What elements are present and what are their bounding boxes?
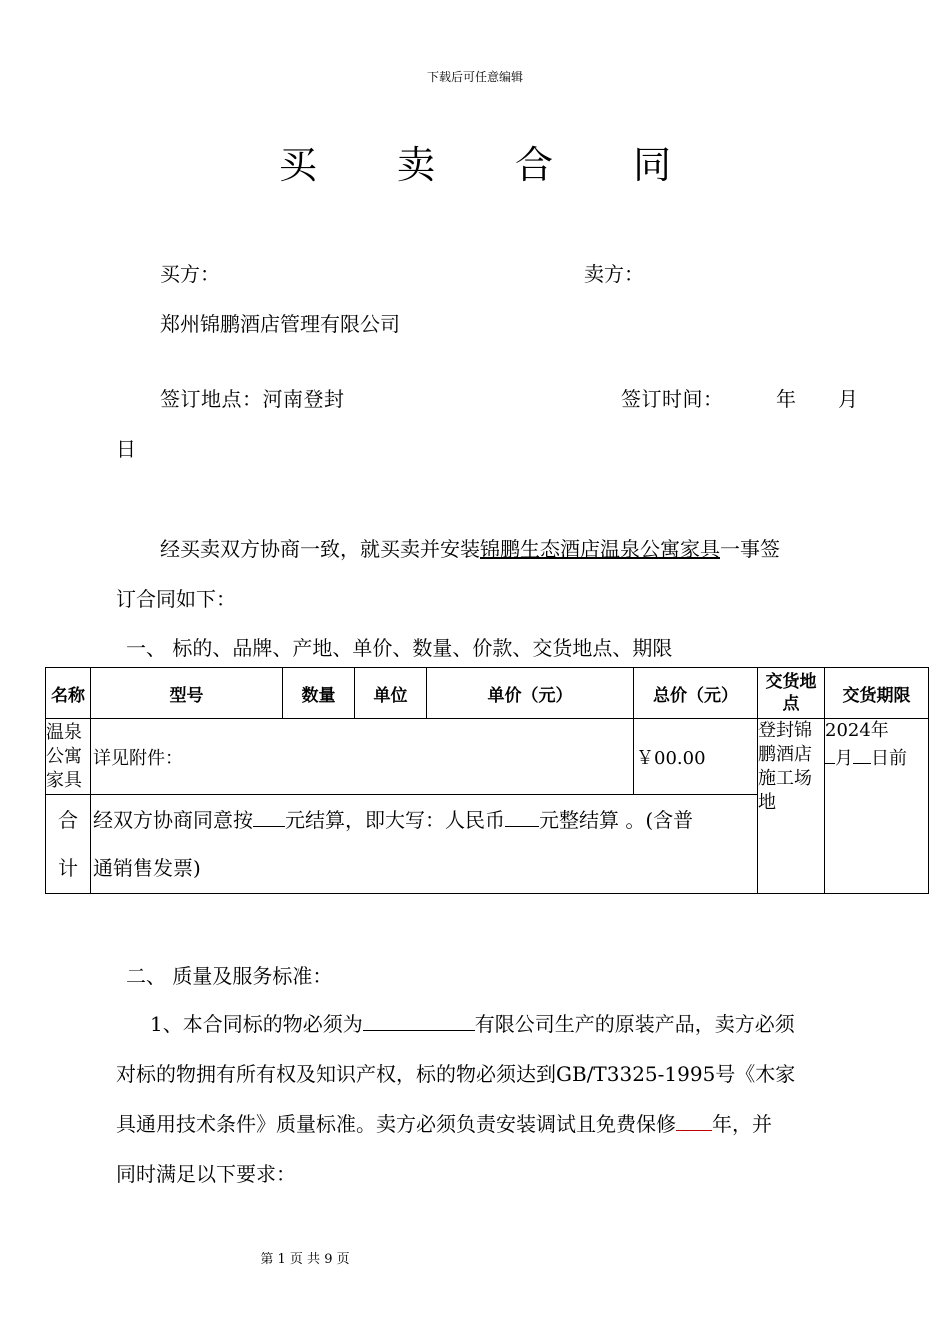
item-total: ￥00.00	[634, 719, 758, 795]
intro-part1: 经买卖双方协商一致，就买卖并安装	[160, 537, 480, 561]
signing-time-label: 签订时间：	[621, 387, 724, 411]
signing-year: 年	[776, 387, 796, 411]
clause1-line4: 同时满足以下要求：	[116, 1162, 296, 1186]
header-unit: 单位	[355, 668, 427, 719]
date-line2: 月 日前	[825, 743, 928, 771]
item-detail: 详见附件：	[91, 719, 634, 795]
warranty-years-blank	[676, 1110, 712, 1131]
table-header-row	[46, 668, 929, 719]
seller-label: 卖方：	[584, 262, 644, 286]
contract-subject: 锦鹏生态酒店温泉公寓家具	[480, 537, 720, 561]
item-delivery-place: 登封锦鹏酒店施工场地	[758, 719, 825, 894]
header-model: 型号	[91, 668, 283, 719]
sum-label: 合 计	[46, 795, 91, 894]
section2-heading: 二、 质量及服务标准：	[126, 964, 333, 988]
clause1-line1: 1、本合同标的物必须为 有限公司生产的原装产品，卖方必须	[150, 1012, 795, 1036]
header-name: 名称	[46, 668, 91, 719]
header-delivery-date: 交货期限	[825, 668, 929, 719]
header-unit-price: 单价（元）	[427, 668, 634, 719]
signing-day: 日	[116, 437, 136, 461]
signing-place: 签订地点：河南登封	[160, 387, 345, 411]
header-quantity: 数量	[283, 668, 355, 719]
page-title: 买 卖 合 同	[278, 143, 706, 187]
date-line1: 2024年	[825, 720, 889, 741]
intro-line2: 订合同如下：	[116, 587, 236, 611]
goods-table	[45, 667, 929, 894]
intro-line1	[160, 533, 780, 562]
header-total: 总价（元）	[634, 668, 758, 719]
signing-month: 月	[838, 387, 858, 411]
manufacturer-blank	[363, 1010, 475, 1031]
buyer-label: 买方：	[160, 262, 220, 286]
buyer-name: 郑州锦鹏酒店管理有限公司	[160, 312, 400, 336]
sum-text: 经双方协商同意按 元结算，即大写：人民币 元整结算 。(含普 通销售发票)	[91, 795, 758, 894]
clause1-line2: 对标的物拥有所有权及知识产权，标的物必须达到GB/T3325-1995号《木家	[116, 1062, 796, 1086]
item-name: 温泉公寓家具	[46, 719, 91, 795]
header-delivery-place: 交货地点	[758, 668, 825, 719]
section1-heading: 一、 标的、品牌、产地、单价、数量、价款、交货地点、期限	[126, 636, 673, 660]
clause1-line3: 具通用技术条件》质量标准。卖方必须负责安装调试且免费保修 年，并	[116, 1112, 772, 1136]
intro-part2: 一事签	[720, 537, 780, 561]
item-delivery-date	[825, 719, 929, 894]
header-note: 下载后可任意编辑	[426, 70, 523, 84]
page-footer: 第 1 页 共 9 页	[260, 1252, 350, 1267]
table-row	[46, 719, 929, 795]
